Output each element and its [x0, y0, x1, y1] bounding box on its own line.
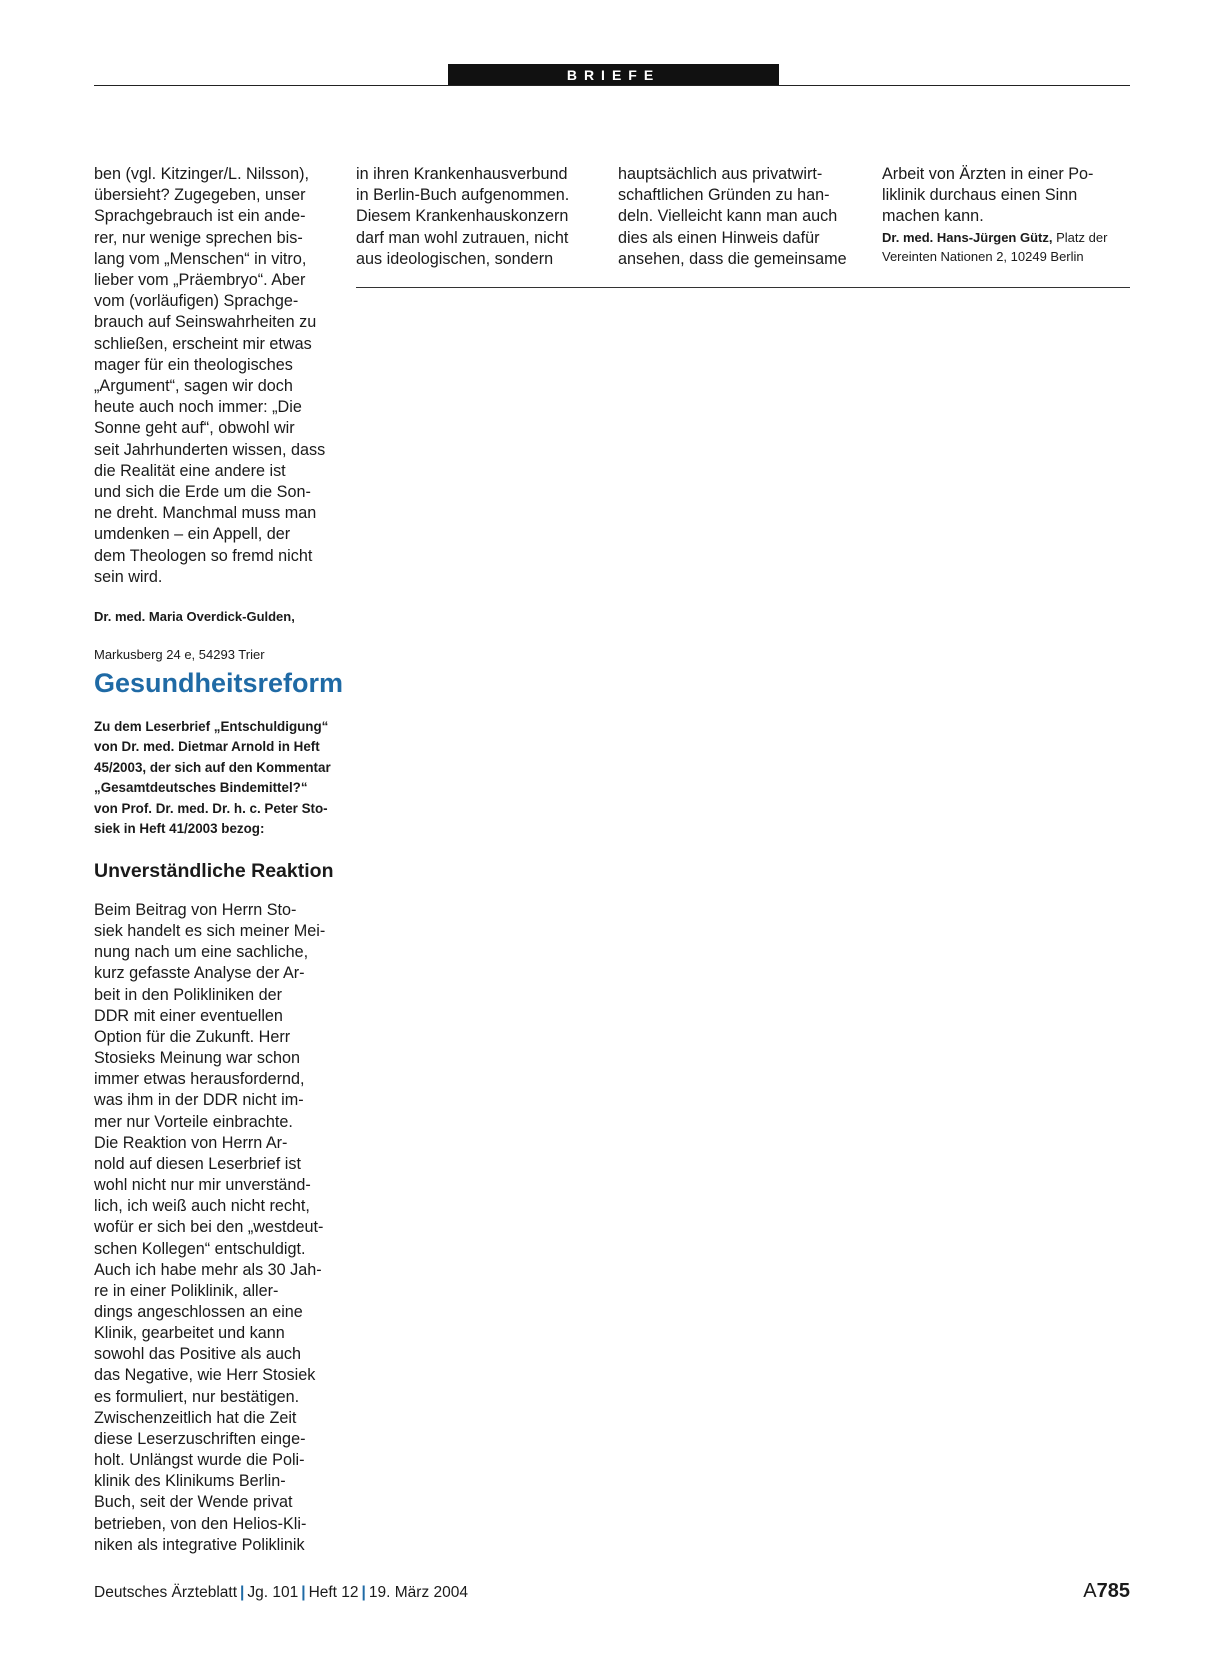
page-prefix: A	[1083, 1580, 1097, 1602]
footer-separator: |	[240, 1584, 245, 1601]
header-rule	[94, 85, 1130, 86]
footer-journal: Deutsches Ärzteblatt	[94, 1584, 238, 1601]
signature-1	[94, 588, 344, 664]
signature-1-name: Dr. med. Maria Overdick-Gulden,	[94, 609, 295, 625]
page-number-value: 785	[1096, 1580, 1130, 1602]
column-2	[356, 164, 606, 270]
page-number	[1083, 1578, 1130, 1604]
signature-2-address: Platz der Vereinten Nationen 2, 10249 Berlin	[882, 229, 1108, 264]
letter-text-1: ben (vgl. Kitzinger/L. Nilsson), übersieht? Zugegeben, unser Sprachgebrauch ist ein ande- rer, nur wenige sprechen bis- lang vom „Menschen“ in vitro, lieber vom „Präembryo“. Aber vom (vorläufigen) Sprachge- brauch auf Seinswahrheiten zu schließen, erscheint mir etwas mager für ein theologisches „Argument“, sagen wir doch heute auch noch immer: „Die Sonne geht auf“, obwohl wir seit Jahrhunderten wissen, dass die Realität eine andere ist und sich die Erde um die Son- ne dreht. Manchmal muss man umdenken – ein Appell, der dem Theologen so fremd nicht sein wird.	[94, 165, 326, 586]
section-title: Gesundheitsreform	[94, 668, 344, 698]
signature-2-name: Dr. med. Hans-Jürgen Gütz,	[882, 229, 1053, 245]
column-divider-rule	[356, 287, 1130, 288]
column-4	[882, 164, 1132, 266]
section-intro: Zu dem Leserbrief „Entschuldigung“ von Dr. med. Dietmar Arnold in Heft 45/2003, der sich auf den Kommentar „Gesamtdeutsches Bindemittel?“ von Prof. Dr. med. Dr. h. c. Peter Sto- siek in Heft 41/2003 bezog:	[94, 719, 331, 837]
section-header-tab: BRIEFE	[448, 64, 779, 86]
footer-separator: |	[361, 1584, 366, 1601]
footer-date: 19. März 2004	[368, 1584, 468, 1601]
signature-1-address: Markusberg 24 e, 54293 Trier	[94, 647, 265, 663]
column-1	[94, 164, 344, 664]
letter-text-4: Arbeit von Ärzten in einer Po- liklinik durchaus einen Sinn machen kann.	[882, 165, 1094, 226]
footer-separator: |	[301, 1584, 306, 1601]
letter-text-2: in ihren Krankenhausverbund in Berlin-Buch aufgenommen. Diesem Krankenhauskonzern darf man wohl zutrauen, nicht aus ideologischen, sondern	[356, 165, 570, 268]
letter-body: Beim Beitrag von Herrn Sto- siek handelt es sich meiner Mei- nung nach um eine sachliche, kurz gefasste Analyse der Ar- beit in den Polikliniken der DDR mit einer eventuellen Option für die Zukunft. Herr Stosieks Meinung war schon immer etwas herausfordernd, was ihm in der DDR nicht im- mer nur Vorteile einbrachte. Die Reaktion von Herrn Ar- nold auf diesen Leserbrief ist wohl nicht nur mir unverständ- lich, ich weiß auch nicht recht, wofür er sich bei den „westdeut- schen Kollegen“ entschuldigt. Auch ich habe mehr als 30 Jah- re in einer Poliklinik, aller- dings angeschlossen an eine Klinik, gearbeitet und kann sowohl das Positive als auch das Negative, wie Herr Stosiek es formuliert, nur bestätigen. Zwischenzeitlich hat die Zeit diese Leserzuschriften einge- holt. Unlängst wurde die Poli- klinik des Klinikums Berlin- Buch, seit der Wende privat betrieben, von den Helios-Kli- niken als integrative Poliklinik	[94, 901, 326, 1554]
footer-issue: Heft 12	[308, 1584, 359, 1601]
column-3	[618, 164, 873, 270]
signature-2	[882, 228, 1132, 266]
letter-text-3: hauptsächlich aus privatwirt- schaftlichen Gründen zu han- deln. Vielleicht kann man auch dies als einen Hinweis dafür ansehen, dass die gemeinsame	[618, 165, 847, 268]
footer-volume: Jg. 101	[247, 1584, 299, 1601]
letter-headline: Unverständliche Reaktion	[94, 860, 334, 882]
footer	[94, 1582, 468, 1604]
